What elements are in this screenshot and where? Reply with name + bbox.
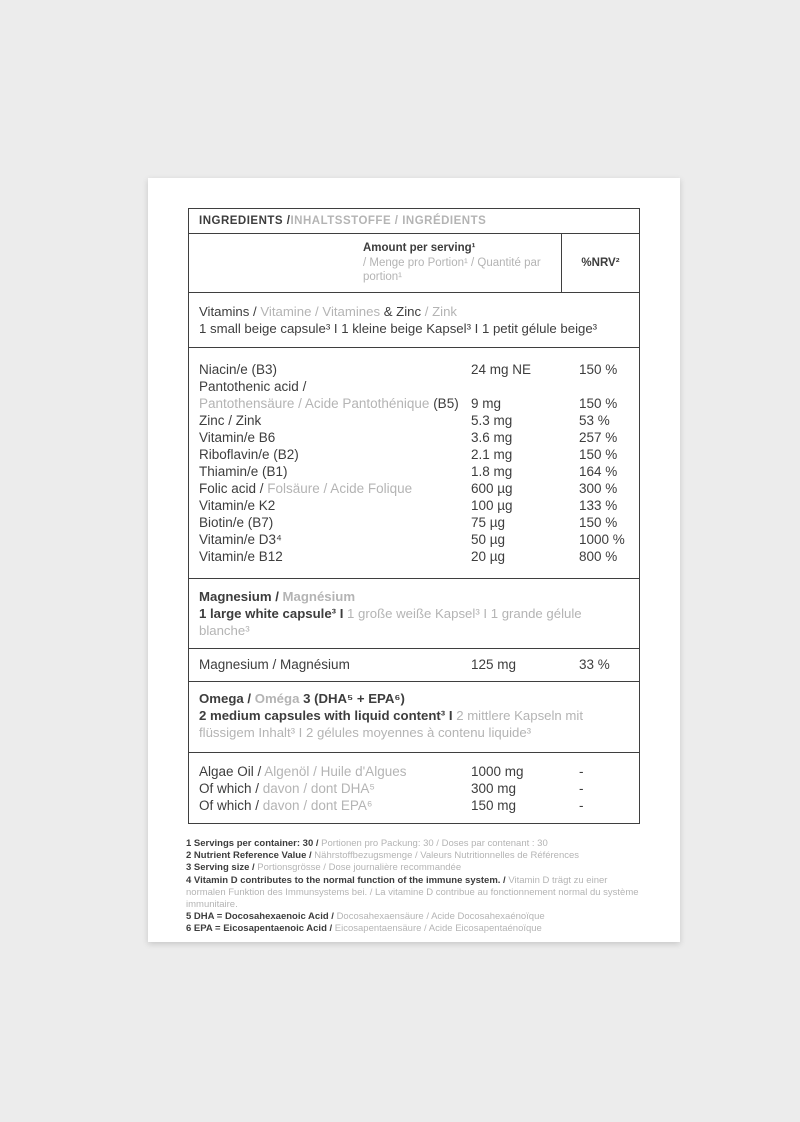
nutrient-amount: 75 µg [471,515,506,530]
nutrient-row [199,480,629,497]
nutrient-nrv: 300 % [579,481,618,496]
nutrient-nrv: 53 % [579,413,610,428]
nutrient-name: Riboflavin/e (B2) [199,447,299,462]
section-header-line: 1 small beige capsule³ I 1 kleine beige Kapsel³ I 1 petit gélule beige³ [199,321,598,336]
nutrient-name: Of which / davon / dont EPA⁶ [199,798,373,813]
nutrient-row [199,548,629,565]
nutrient-nrv: 1000 % [579,532,625,547]
nutrient-nrv: 133 % [579,498,618,513]
table-title: INGREDIENTS / INHALTSSTOFFE / INGRÉDIENTS [189,209,639,234]
section-magnesium-values [189,649,639,682]
nutrient-row [199,463,629,480]
nutrient-amount: 50 µg [471,532,506,547]
nutrient-name: Folic acid / Folsäure / Acide Folique [199,481,413,496]
nrv-header: %NRV² [561,234,639,292]
nutrient-nrv: - [579,781,584,796]
section-magnesium-header [189,579,639,649]
nutrient-name: Biotin/e (B7) [199,515,274,530]
nutrient-name: Vitamin/e B6 [199,430,276,445]
nutrient-row [199,497,629,514]
nutrient-nrv: 150 % [579,396,618,411]
nutrient-name: Pantothenic acid / Pantothensäure / Acide Pantothénique (B5) [199,379,459,411]
section-vitamins-header [189,293,639,348]
nutrient-amount: 5.3 mg [471,413,513,428]
label-page [148,178,680,942]
nutrient-amount: 300 mg [471,781,517,796]
nutrient-amount: 3.6 mg [471,430,513,445]
section-header-line: Magnesium / Magnésium [199,589,356,604]
nutrient-row [199,531,629,548]
nutrient-amount: 9 mg [471,396,502,411]
footnote: 6 EPA = Eicosapentaenoic Acid / Eicosapentaensäure / Acide Eicosapentaénoïque [186,923,542,935]
footnotes [186,838,646,936]
section-header-line: 1 large white capsule³ I 1 große weiße Kapsel³ I 1 grande gélule [199,606,582,621]
ingredients-table [188,208,640,824]
nutrient-name: Niacin/e (B3) [199,362,278,377]
column-header-row [189,234,639,293]
footnote: 1 Servings per container: 30 / Portionen pro Packung: 30 / Doses par contenant : 30 [186,838,548,849]
nutrient-row [199,763,629,780]
nutrient-nrv: 800 % [579,549,618,564]
section-header-line: Omega / Oméga 3 (DHA⁵ + EPA⁶) [199,691,405,706]
nutrient-name: Zinc / Zink [199,413,262,428]
nutrient-amount: 100 µg [471,498,513,513]
nutrient-row [199,780,629,797]
section-header-line: 2 medium capsules with liquid content³ I 2 mittlere Kapseln mit [199,708,583,723]
nutrient-nrv: - [579,798,584,813]
nutrient-name: Of which / davon / dont DHA⁵ [199,781,375,796]
nutrient-row [199,797,629,814]
nutrient-name: Magnesium / Magnésium [199,657,350,672]
nutrient-amount: 1.8 mg [471,464,513,479]
nutrient-nrv: 33 % [579,657,610,672]
nutrient-row [199,514,629,531]
nutrient-nrv: 150 % [579,362,618,377]
nutrient-nrv: 257 % [579,430,618,445]
section-vitamins-values [189,348,639,579]
section-header-line: Vitamins / Vitamine / Vitamines & Zinc / Zink [199,304,457,319]
nutrient-nrv: 164 % [579,464,618,479]
nutrient-row [199,446,629,463]
nutrient-row [199,429,629,446]
nutrient-amount: 2.1 mg [471,447,513,462]
section-omega-header [189,682,639,753]
nutrient-name: Vitamin/e D3⁴ [199,532,282,547]
nutrient-row [199,412,629,429]
footnote: 3 Serving size / Portionsgrösse / Dose journalière recommandée [186,862,462,874]
nutrient-name: Thiamin/e (B1) [199,464,288,479]
nutrient-name: Vitamin/e K2 [199,498,276,513]
nutrient-nrv: - [579,764,584,779]
nutrient-name: Algae Oil / Algenöl / Huile d'Algues [199,764,407,779]
nutrient-row [199,656,629,673]
nutrient-name: Vitamin/e B12 [199,549,283,564]
table-sections [189,293,639,823]
amount-per-serving-header: Amount per serving¹ / Menge pro Portion¹ / Quantité par portion¹ [363,242,541,284]
nutrient-amount: 24 mg NE [471,362,532,377]
nutrient-amount: 20 µg [471,549,506,564]
column-header-spacer [189,234,363,292]
section-header-line: blanche³ [199,623,250,638]
section-algae-values [189,753,639,823]
nutrient-row [199,378,629,412]
nutrient-row [199,361,629,378]
footnote: 4 Vitamin D contributes to the normal function of the immune system. / Vitamin D trägt zu einer normalen Funktion des Immunsystems bei. / La vitamine D contribue au fonctionnement normal du système immunitaire. [186,874,639,911]
section-header-line: flüssigem Inhalt³ I 2 gélules moyennes à contenu liquide³ [199,725,532,740]
nutrient-nrv: 150 % [579,447,618,462]
nutrient-amount: 600 µg [471,481,513,496]
footnote: 5 DHA = Docosahexaenoic Acid / Docosahexaensäure / Acide Docosahexaénoïque [186,911,545,923]
nutrient-amount: 150 mg [471,798,517,813]
nutrient-amount: 1000 mg [471,764,524,779]
nutrient-nrv: 150 % [579,515,618,530]
nutrient-amount: 125 mg [471,657,517,672]
footnote: 2 Nutrient Reference Value / Nährstoffbezugsmenge / Valeurs Nutritionnelles de Références [186,850,580,862]
